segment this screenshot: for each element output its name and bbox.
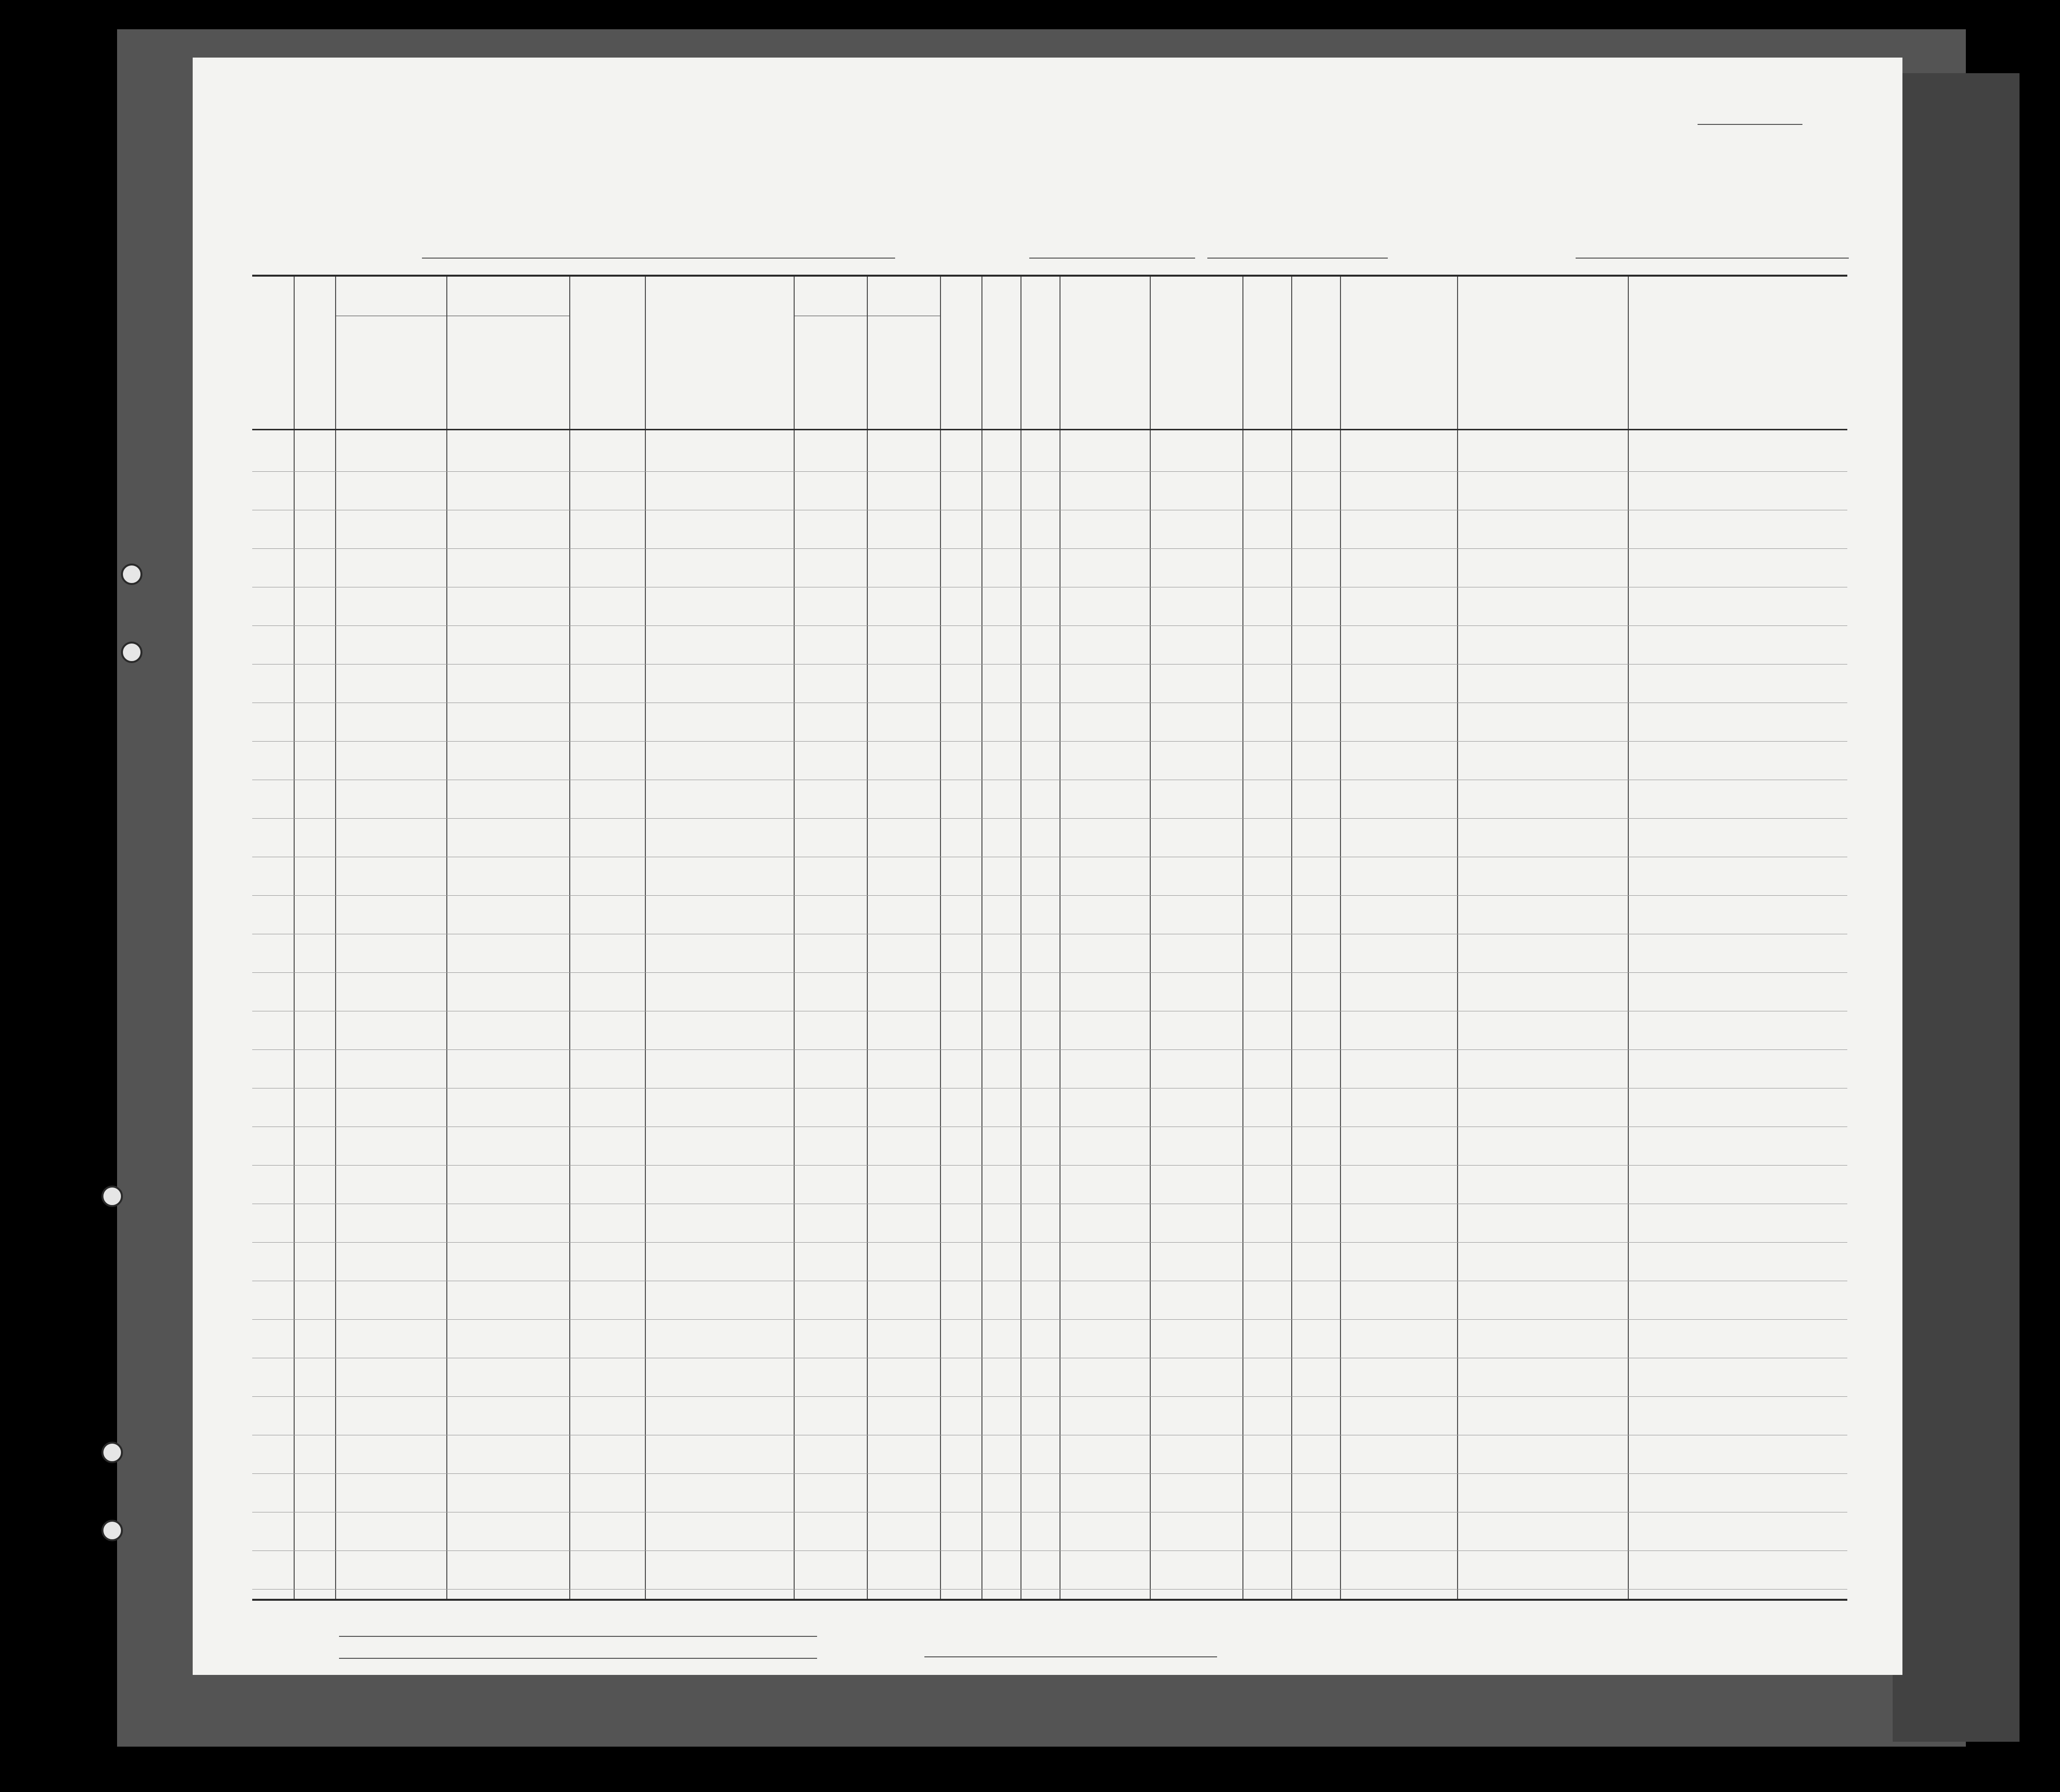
column-rule (335, 277, 336, 1599)
column-rule (1457, 277, 1458, 1599)
sheet-underline (1698, 124, 1802, 125)
column-rule (1291, 277, 1292, 1599)
ports-underline (1576, 258, 1849, 259)
row-rule (252, 625, 1847, 626)
column-rule (569, 277, 570, 1599)
column-rule (1340, 277, 1341, 1599)
row-rule (252, 1319, 1847, 1320)
column-rule (1242, 277, 1243, 1599)
row-rule (252, 818, 1847, 819)
row-rule (252, 1589, 1847, 1590)
row-rule (252, 895, 1847, 896)
row-rule (252, 1242, 1847, 1243)
column-rule (981, 277, 982, 1599)
row-rule (252, 972, 1847, 973)
line-underline (339, 1636, 817, 1637)
column-rule (794, 277, 795, 1599)
date-underline (1207, 258, 1388, 259)
column-rule (940, 277, 941, 1599)
row-rule (252, 1396, 1847, 1397)
column-rule (645, 277, 646, 1599)
column-rule (294, 277, 295, 1599)
column-rule (1150, 277, 1151, 1599)
scan-backing-edge (1893, 73, 2020, 1742)
header-rule (252, 429, 1847, 430)
signature-underline (924, 1656, 1217, 1657)
manifest-page (193, 58, 1902, 1675)
column-rule (1628, 277, 1629, 1599)
row-rule (252, 1550, 1847, 1551)
row-rule (252, 1165, 1847, 1166)
binder-hole (101, 1520, 123, 1541)
owners-underline (339, 1658, 817, 1659)
row-rule (252, 471, 1847, 472)
row-rule (252, 1049, 1847, 1050)
binder-hole (101, 1186, 123, 1207)
column-rule (1020, 277, 1021, 1599)
row-rule (252, 741, 1847, 742)
binder-hole (121, 564, 142, 585)
column-rule (867, 277, 868, 1599)
arriving-underline (1029, 258, 1195, 259)
vessel-underline (422, 258, 895, 259)
column-rule (446, 277, 447, 1599)
row-rule (252, 548, 1847, 549)
row-rule (252, 1473, 1847, 1474)
binder-hole (121, 642, 142, 663)
binder-hole (101, 1442, 123, 1463)
crew-table (252, 275, 1847, 1601)
